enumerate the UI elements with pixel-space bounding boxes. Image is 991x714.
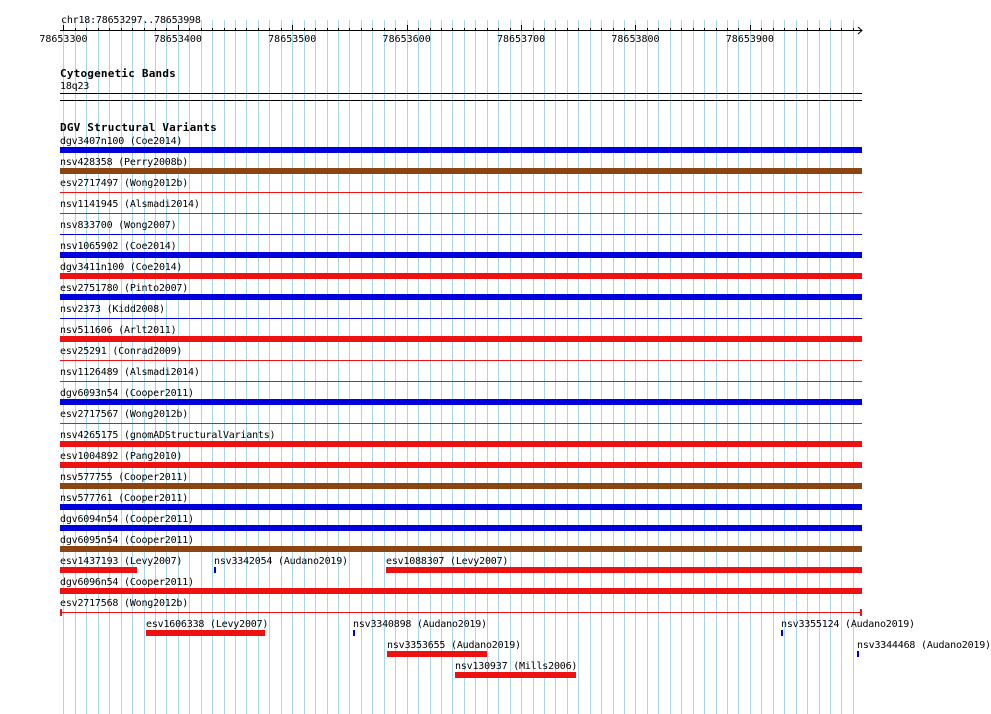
variant-bar[interactable] [214, 567, 216, 573]
variant-label[interactable]: nsv4265175 (gnomADStructuralVariants) [60, 430, 276, 441]
ruler-tick-label: 78653900 [725, 34, 774, 45]
cytoband-bar[interactable] [60, 93, 862, 94]
variant-label[interactable]: nsv577761 (Cooper2011) [60, 493, 189, 504]
variant-label[interactable]: nsv130937 (Mills2006) [455, 661, 578, 672]
variant-label[interactable]: dgv6094n54 (Cooper2011) [60, 514, 194, 525]
variant-bar[interactable] [60, 612, 862, 613]
variant-label[interactable]: esv2717497 (Wong2012b) [60, 178, 189, 189]
variant-bar[interactable] [60, 567, 137, 573]
variant-end-marker-icon [60, 609, 62, 616]
variant-label[interactable]: dgv6093n54 (Cooper2011) [60, 388, 194, 399]
variant-bar[interactable] [60, 336, 862, 342]
ruler-tick-label: 78653300 [39, 34, 88, 45]
variant-bar[interactable] [60, 318, 862, 319]
variant-label[interactable]: dgv3411n100 (Coe2014) [60, 262, 183, 273]
variant-label[interactable]: nsv3353655 (Audano2019) [387, 640, 521, 651]
variant-label[interactable]: esv2751780 (Pinto2007) [60, 283, 189, 294]
variant-label[interactable]: esv2717568 (Wong2012b) [60, 598, 189, 609]
dgv-track-title[interactable]: DGV Structural Variants [60, 121, 217, 134]
variant-bar[interactable] [60, 525, 862, 531]
variant-label[interactable]: dgv6095n54 (Cooper2011) [60, 535, 194, 546]
variant-label[interactable]: nsv428358 (Perry2008b) [60, 157, 189, 168]
variant-bar[interactable] [146, 630, 265, 636]
variant-label[interactable]: esv2717567 (Wong2012b) [60, 409, 189, 420]
variant-label[interactable]: nsv3344468 (Audano2019) [857, 640, 991, 651]
variant-bar[interactable] [60, 483, 862, 489]
variant-bar[interactable] [455, 672, 576, 678]
variant-bar[interactable] [60, 252, 862, 258]
variant-label[interactable]: nsv3355124 (Audano2019) [781, 619, 915, 630]
variant-label[interactable]: nsv511606 (Arlt2011) [60, 325, 177, 336]
variant-label[interactable]: nsv3342054 (Audano2019) [214, 556, 348, 567]
ruler-tick-label: 78653600 [382, 34, 431, 45]
variant-label[interactable]: esv1088307 (Levy2007) [386, 556, 509, 567]
variant-bar[interactable] [60, 147, 862, 153]
variant-bar[interactable] [60, 504, 862, 510]
variant-bar[interactable] [353, 630, 355, 636]
variant-label[interactable]: nsv1065902 (Coe2014) [60, 241, 177, 252]
variant-label[interactable]: nsv1126489 (Alsmadi2014) [60, 367, 200, 378]
variant-bar[interactable] [60, 441, 862, 447]
variant-bar[interactable] [60, 423, 862, 424]
variant-bar[interactable] [60, 234, 862, 235]
variant-label[interactable]: nsv2373 (Kidd2008) [60, 304, 165, 315]
ruler-tick-label: 78653500 [268, 34, 317, 45]
variant-label[interactable]: nsv3340898 (Audano2019) [353, 619, 487, 630]
variant-bar[interactable] [781, 630, 783, 636]
cytoband-label: 18q23 [60, 81, 90, 92]
variant-label[interactable]: dgv3407n100 (Coe2014) [60, 136, 183, 147]
track-divider [60, 100, 862, 101]
variant-bar[interactable] [60, 192, 862, 193]
variant-label[interactable]: esv1437193 (Levy2007) [60, 556, 183, 567]
variant-bar[interactable] [387, 651, 487, 657]
variant-bar[interactable] [60, 213, 862, 214]
variant-bar[interactable] [60, 588, 862, 594]
ruler-position-label: chr18:78653297..78653998 [61, 15, 201, 26]
variant-bar[interactable] [386, 567, 862, 573]
variant-bar[interactable] [60, 462, 862, 468]
ruler-tick-label: 78653800 [611, 34, 660, 45]
variant-label[interactable]: esv1606338 (Levy2007) [146, 619, 269, 630]
variant-bar[interactable] [60, 546, 862, 552]
variant-bar[interactable] [857, 651, 859, 657]
variant-bar[interactable] [60, 168, 862, 174]
cytogenetic-bands-title[interactable]: Cytogenetic Bands [60, 67, 176, 80]
variant-label[interactable]: nsv833700 (Wong2007) [60, 220, 177, 231]
variant-label[interactable]: esv25291 (Conrad2009) [60, 346, 183, 357]
ruler-tick-label: 78653400 [153, 34, 202, 45]
variant-bar[interactable] [60, 381, 862, 382]
variant-label[interactable]: nsv577755 (Cooper2011) [60, 472, 189, 483]
variant-label[interactable]: esv1004892 (Pang2010) [60, 451, 183, 462]
variant-label[interactable]: nsv1141945 (Alsmadi2014) [60, 199, 200, 210]
variant-bar[interactable] [60, 360, 862, 361]
variant-bar[interactable] [60, 294, 862, 300]
variant-bar[interactable] [60, 399, 862, 405]
ruler-tick-label: 78653700 [496, 34, 546, 45]
variant-end-marker-icon [860, 609, 862, 616]
variant-label[interactable]: dgv6096n54 (Cooper2011) [60, 577, 194, 588]
variant-bar[interactable] [60, 273, 862, 279]
